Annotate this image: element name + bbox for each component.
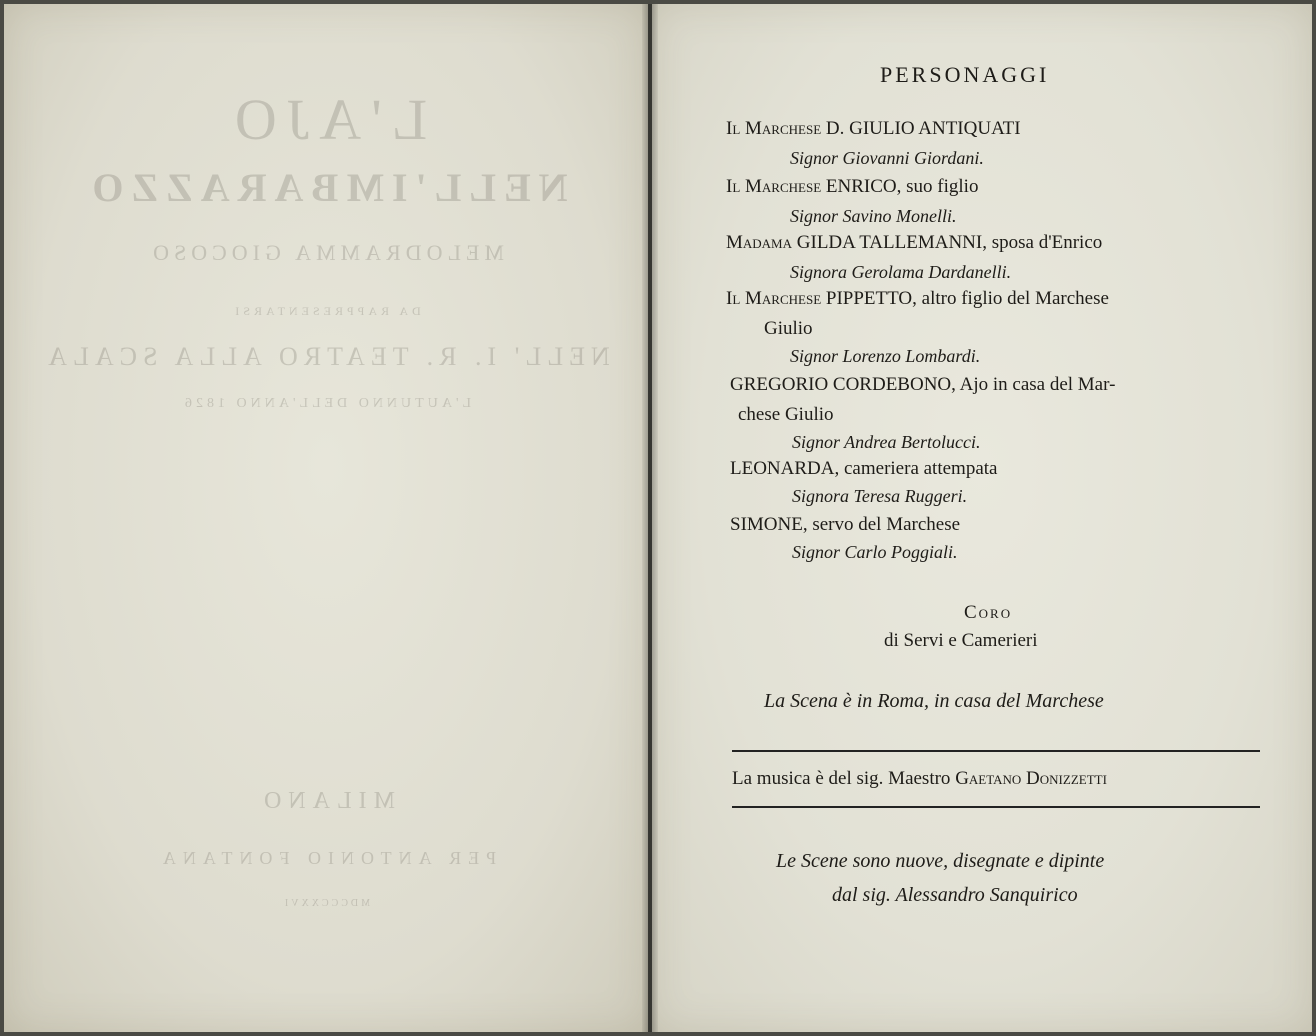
ghost-title: L'AJO (224, 87, 428, 152)
scenes-credit-line2: dal sig. Alessandro Sanquirico (832, 884, 1078, 906)
singer-gilda: Signora Gerolama Dardanelli. (790, 262, 1012, 282)
character-title: Il Marchese (726, 118, 822, 139)
character-desc: , cameriera attempata (834, 458, 998, 479)
scene-location (764, 690, 1104, 713)
ghost-theatre: NELL' I. R. TEATRO ALLA SCALA (42, 342, 610, 371)
character-name: SIMONE (730, 514, 803, 535)
character-name: D. GIULIO ANTIQUATI (825, 118, 1021, 139)
book-gutter (642, 4, 658, 1032)
divider-top (732, 750, 1260, 752)
scene-city: Roma (877, 690, 924, 712)
character-desc: , sposa d'Enrico (982, 232, 1103, 253)
character-title: Il Marchese (726, 176, 822, 197)
character-desc: , suo figlio (896, 176, 979, 197)
character-leonarda (730, 458, 997, 480)
character-desc-continued: chese Giulio (738, 404, 834, 425)
personaggi-heading: PERSONAGGI (880, 62, 1050, 87)
character-desc: , Ajo in casa del Mar- (951, 374, 1116, 395)
left-page (4, 4, 648, 1032)
ghost-printer: PER ANTONIO FONTANA (155, 848, 497, 868)
ghost-line: DA RAPPRESENTARSI (231, 304, 421, 318)
singer-enrico: Signor Savino Monelli. (790, 206, 957, 226)
character-giulio (726, 118, 1021, 140)
character-desc-continued: Giulio (764, 318, 813, 339)
character-gilda (726, 232, 1102, 254)
character-desc: , altro figlio del Marchese (912, 288, 1109, 309)
character-gregorio (730, 374, 1115, 396)
composer-name: Gaetano Donizzetti (955, 768, 1107, 789)
music-prefix: La musica è del sig. Maestro (732, 768, 956, 789)
ghost-subtitle: NELL'IMBARAZZO (84, 165, 568, 210)
ghost-season: L'AUTUNNO DELL'ANNO 1826 (180, 396, 472, 411)
scene-prefix: La Scena è in (764, 690, 878, 712)
character-simone (730, 514, 960, 536)
character-name: LEONARDA (730, 458, 835, 479)
music-credit (732, 768, 1107, 790)
scenes-credit-line1: Le Scene sono nuove, disegnate e dipinte (776, 850, 1105, 872)
character-name: GILDA TALLEMANNI (796, 232, 983, 253)
divider-bottom (732, 806, 1260, 808)
singer-giulio: Signor Giovanni Giordani. (790, 148, 984, 168)
coro-description: di Servi e Camerieri (884, 630, 1038, 651)
singer-simone: Signor Carlo Poggiali. (792, 542, 958, 562)
character-name: GREGORIO CORDEBONO (730, 374, 952, 395)
singer-gregorio: Signor Andrea Bertolucci. (792, 432, 981, 452)
book-spread (4, 4, 1312, 1032)
coro-title: Coro (964, 602, 1013, 623)
ghost-city: MILANO (257, 788, 395, 814)
singer-pippetto: Signor Lorenzo Lombardi. (790, 346, 981, 366)
character-enrico (726, 176, 978, 198)
ghost-genre: MELODRAMMA GIOCOSO (148, 240, 504, 265)
character-pippetto (726, 288, 1109, 310)
character-name: ENRICO (825, 176, 897, 197)
character-title: Il Marchese (726, 288, 822, 309)
singer-leonarda: Signora Teresa Ruggeri. (792, 486, 968, 506)
character-title: Madama (726, 232, 793, 253)
scene-suffix: , in casa del Marchese (923, 690, 1104, 712)
character-desc: , servo del Marchese (802, 514, 961, 535)
character-name: PIPPETTO (825, 288, 913, 309)
ghost-year: MDCCCXXVI (281, 898, 371, 909)
